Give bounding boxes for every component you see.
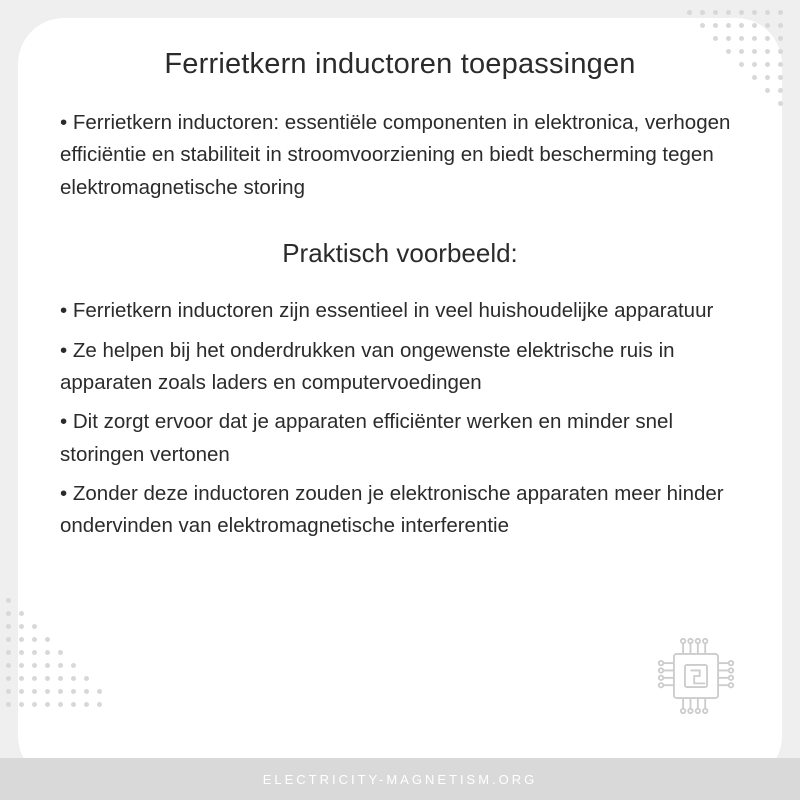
footer-website-label: ELECTRICITY-MAGNETISM.ORG — [262, 771, 538, 787]
intro-paragraph: • Ferrietkern inductoren: essentiële componenten in elektronica, verhogen efficiëntie en stabiliteit in stroomvoorziening en biedt bescherming tegen elektromagnetische storing — [60, 111, 731, 199]
bullet-list — [60, 295, 740, 543]
circuit-chip-icon — [650, 630, 742, 722]
section-subtitle: Praktisch voorbeeld: — [282, 238, 518, 269]
list-item: • Zonder deze inductoren zouden je elektronische apparaten meer hinder ondervinden van elektromagnetische interferentie — [60, 482, 724, 538]
list-item: • Ze helpen bij het onderdrukken van ongewenste elektrische ruis in apparaten zoals laders en computervoedingen — [60, 338, 675, 394]
page-title: Ferrietkern inductoren toepassingen — [164, 48, 636, 80]
list-item: • Dit zorgt ervoor dat je apparaten efficiënter werken en minder snel storingen vertonen — [60, 410, 674, 466]
list-item: • Ferrietkern inductoren zijn essentieel in veel huishoudelijke apparatuur — [60, 299, 714, 323]
footer-bar — [0, 758, 800, 800]
